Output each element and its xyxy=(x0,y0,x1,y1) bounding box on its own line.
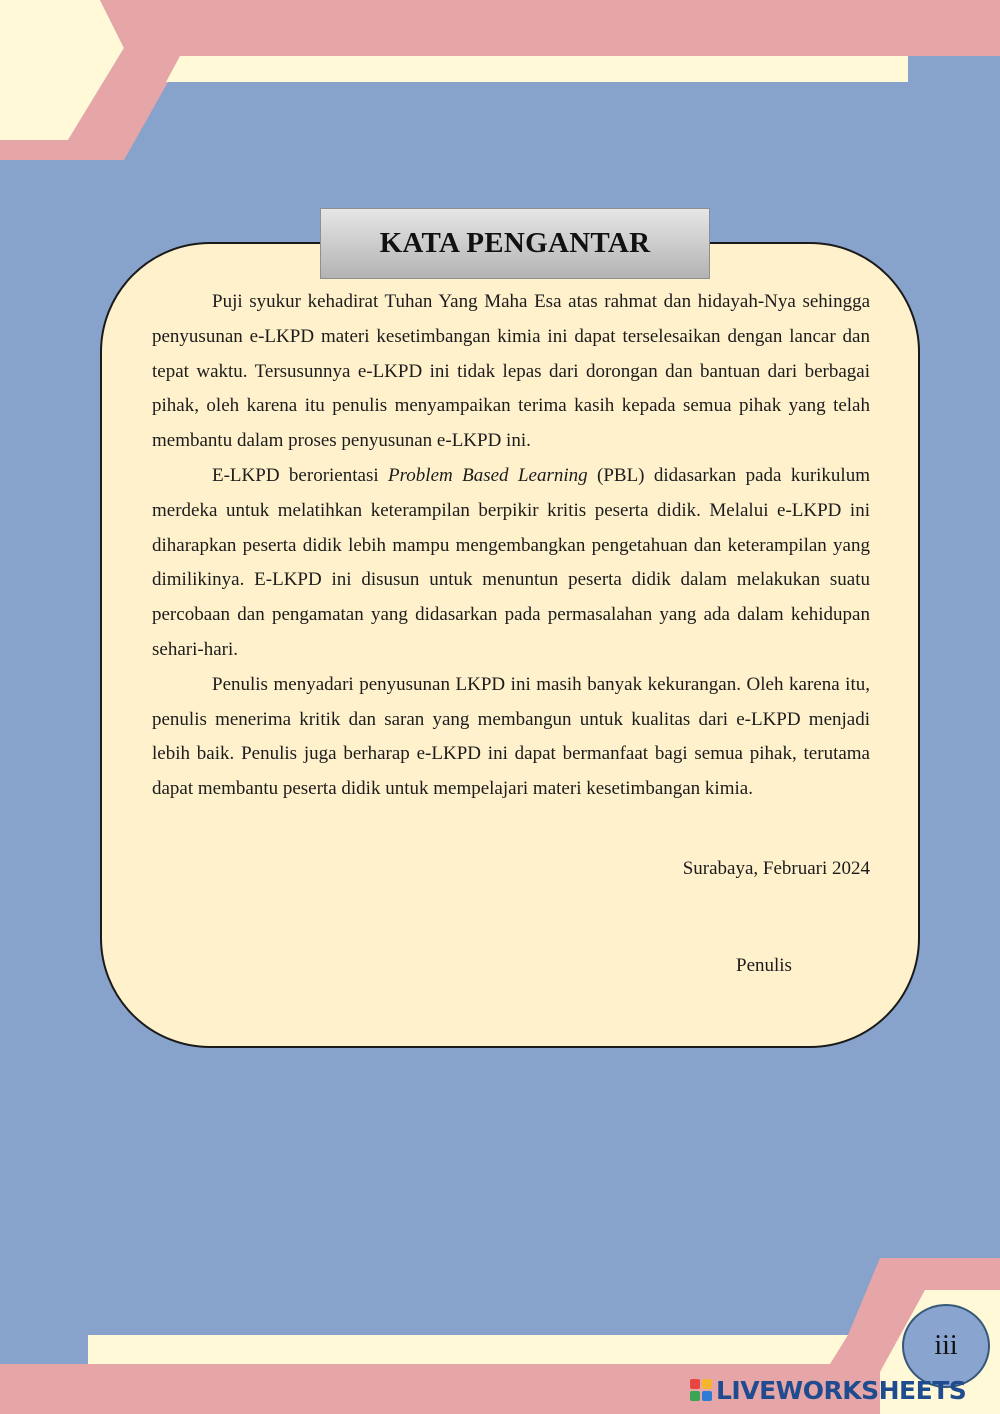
bottom-cream-strip xyxy=(88,1335,848,1364)
top-cream-strip xyxy=(166,56,908,82)
paragraph-2-rest: (PBL) didasarkan pada kurikulum merdeka untuk melatihkan keterampilan berpikir kritis peserta didik. Melalui e-LKPD ini diharapkan peserta didik lebih mampu mengembangkan pengetahuan dan keterampilan yang dimilikinya. E-LKPD ini disusun untuk menuntun peserta didik dalam melakukan suatu percobaan dan pengamatan yang didasarkan pada permasalahan yang ada dalam kehidupan sehari-hari. xyxy=(152,464,870,660)
paragraph-1: Puji syukur kehadirat Tuhan Yang Maha Esa atas rahmat dan hidayah-Nya sehingga penyusunan e-LKPD materi kesetimbangan kimia ini dapat terselesaikan dengan lancar dan tepat waktu. Tersusunnya e-LKPD ini tidak lepas dari dorongan dan bantuan dari berbagai pihak, oleh karena itu penulis menyampaikan terima kasih kepada semua pihak yang telah membantu dalam proses penyusunan e-LKPD ini. xyxy=(152,291,870,452)
liveworksheets-watermark xyxy=(690,1374,966,1406)
watermark-text: LIVEWORKSHEETS xyxy=(716,1375,967,1405)
paragraph-2-start: E-LKPD berorientasi xyxy=(212,464,389,486)
page-title: KATA PENGANTAR xyxy=(379,227,651,259)
paragraph-3: Penulis menyadari penyusunan LKPD ini masih banyak kekurangan. Oleh karena itu, penulis menerima kritik dan saran yang membangun untuk kualitas dari e-LKPD menjadi lebih baik. Penulis juga berharap e-LKPD ini dapat bermanfaat bagi semua pihak, terutama dapat membantu peserta didik untuk mempelajari materi kesetimbangan kimia. xyxy=(152,673,870,800)
paragraph-2 xyxy=(152,459,870,668)
author-signature: Penulis xyxy=(736,955,792,976)
page-number: iii xyxy=(934,1330,958,1361)
preface-body xyxy=(152,285,870,807)
paragraph-2-italic: Problem Based Learning xyxy=(388,464,588,486)
title-box xyxy=(320,208,710,279)
liveworksheets-logo-icon xyxy=(690,1379,712,1401)
place-date: Surabaya, Februari 2024 xyxy=(682,858,870,879)
